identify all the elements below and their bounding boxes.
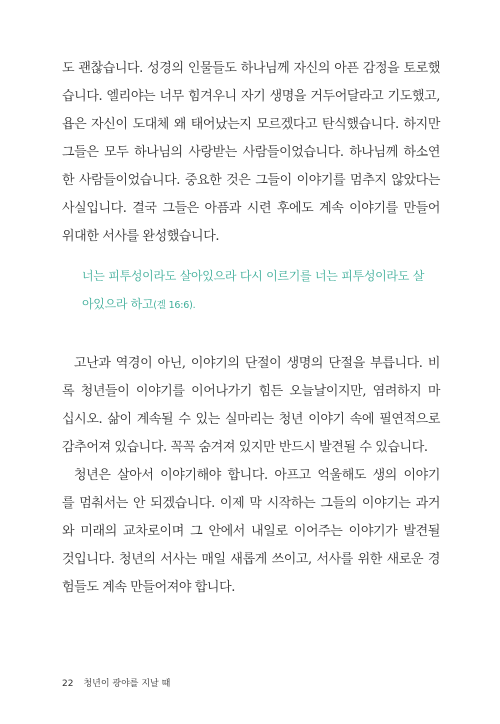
body-line: 그들은 모두 하나님의 사랑받는 사람들이었습니다. 하나님께 하소연 (62, 145, 440, 160)
scripture-reference: (겔 16:6). (153, 300, 196, 311)
body-line: 와 미래의 교차로이며 그 안에서 내일로 이어주는 이야기가 발견될 (62, 524, 440, 539)
body-line: 를 멈춰서는 안 되겠습니다. 이제 막 시작하는 그들의 이야기는 과거 (62, 496, 440, 511)
scripture-quote-line: 너는 피투성이라도 살아있으라 다시 이르기를 너는 피투성이라도 살 (82, 269, 424, 283)
book-title: 청년이 광야를 지날 때 (83, 679, 171, 689)
scripture-quote-text: 아있으라 하고 (82, 297, 154, 311)
body-line: 습니다. 엘리야는 너무 힘겨우니 자기 생명을 거두어달라고 기도했고, (62, 89, 440, 104)
body-line: 욥은 자신이 도대체 왜 태어났는지 모르겠다고 탄식했습니다. 하지만 (62, 117, 440, 132)
page-footer (62, 676, 170, 689)
body-line: 고난과 역경이 아닌, 이야기의 단절이 생명의 단절을 부릅니다. 비 (74, 356, 440, 371)
body-line: 험들도 계속 만들어져야 합니다. (62, 580, 235, 595)
page-number: 22 (62, 679, 74, 689)
body-line: 감추어져 있습니다. 꼭꼭 숨겨져 있지만 반드시 발견될 수 있습니다. (62, 440, 428, 455)
body-line: 사실입니다. 결국 그들은 아픔과 시련 후에도 계속 이야기를 만들어 (62, 201, 440, 216)
body-line: 것입니다. 청년의 서사는 매일 새롭게 쓰이고, 서사를 위한 새로운 경 (62, 552, 440, 567)
body-line: 한 사람들이었습니다. 중요한 것은 그들이 이야기를 멈추지 않았다는 (62, 173, 440, 188)
scripture-quote-line (82, 294, 424, 316)
body-line: 청년은 살아서 이야기해야 합니다. 아프고 억울해도 생의 이야기 (74, 468, 440, 483)
body-line: 도 괜찮습니다. 성경의 인물들도 하나님께 자신의 아픈 감정을 토로했 (62, 61, 440, 76)
body-line: 록 청년들이 이야기를 이어나가기 힘든 오늘날이지만, 염려하지 마 (62, 384, 440, 399)
body-line: 십시오. 삶이 계속될 수 있는 실마리는 청년 이야기 속에 필연적으로 (62, 412, 440, 427)
body-line: 위대한 서사를 완성했습니다. (62, 229, 220, 244)
